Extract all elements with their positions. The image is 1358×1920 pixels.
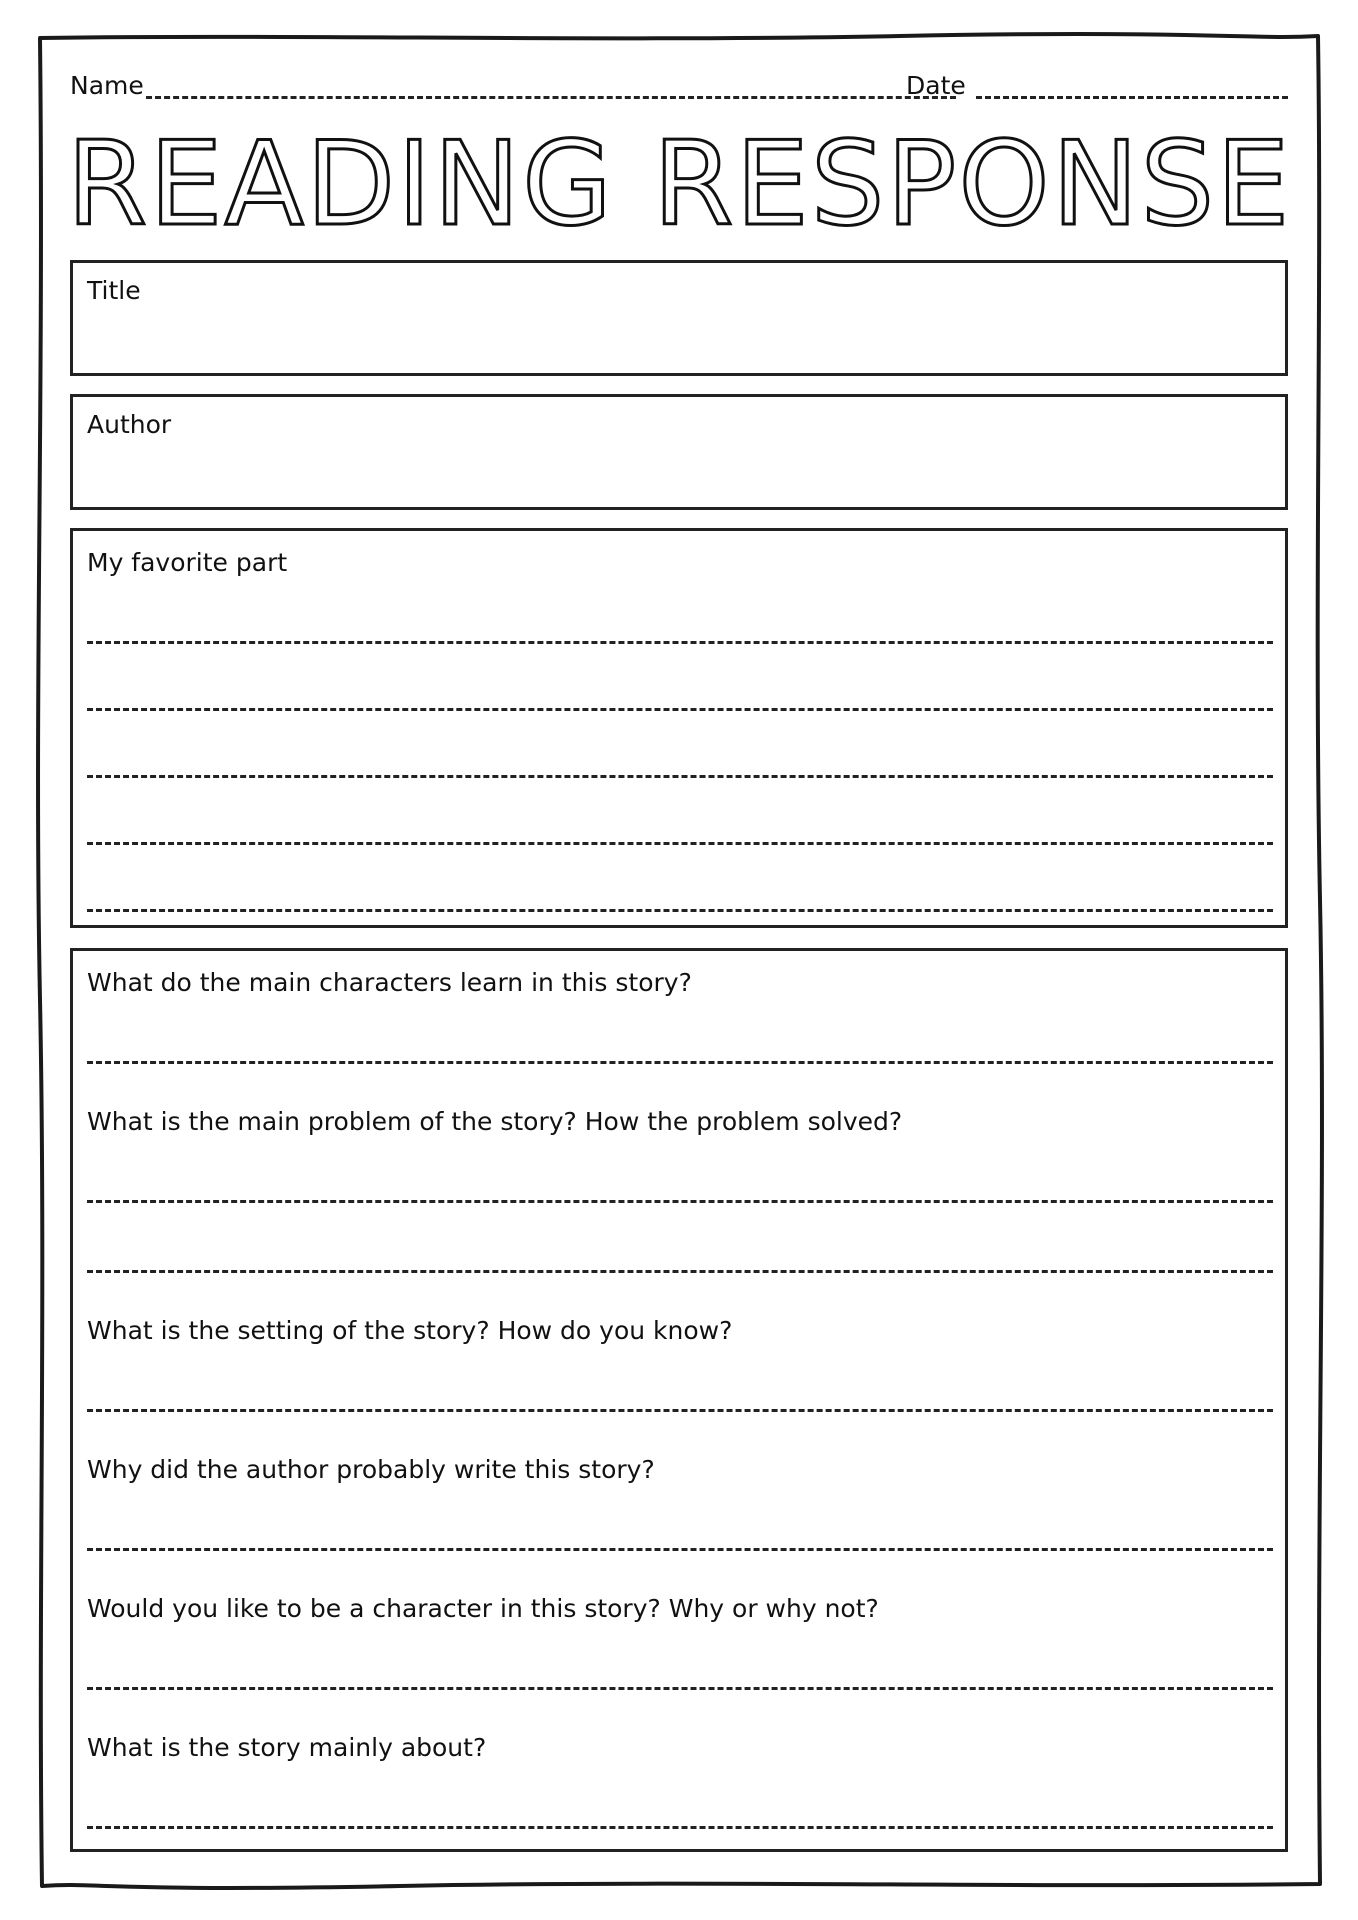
title-box-label: Title <box>87 276 141 305</box>
answer-line[interactable] <box>87 1826 1273 1829</box>
answer-line[interactable] <box>87 1270 1273 1273</box>
question-be-character: Would you like to be a character in this story? Why or why not? <box>87 1594 879 1623</box>
favorite-part-label: My favorite part <box>87 548 288 577</box>
favorite-part-line[interactable] <box>87 775 1273 778</box>
favorite-part-box <box>70 528 1288 928</box>
answer-line[interactable] <box>87 1061 1273 1064</box>
author-box[interactable] <box>70 394 1288 510</box>
page-title: READING RESPONSE <box>66 117 1292 252</box>
answer-line[interactable] <box>87 1548 1273 1551</box>
date-label: Date <box>906 71 966 100</box>
favorite-part-line[interactable] <box>87 909 1273 912</box>
name-input-line[interactable] <box>146 96 956 99</box>
date-input-line[interactable] <box>976 96 1288 99</box>
answer-line[interactable] <box>87 1200 1273 1203</box>
author-box-label: Author <box>87 410 172 439</box>
title-box[interactable] <box>70 260 1288 376</box>
question-author-purpose: Why did the author probably write this story? <box>87 1455 655 1484</box>
question-main-problem: What is the main problem of the story? How the problem solved? <box>87 1107 903 1136</box>
favorite-part-line[interactable] <box>87 708 1273 711</box>
question-characters-learn: What do the main characters learn in this story? <box>87 968 692 997</box>
header-row <box>70 66 1288 106</box>
questions-box <box>70 948 1288 1852</box>
question-setting: What is the setting of the story? How do you know? <box>87 1316 733 1345</box>
favorite-part-line[interactable] <box>87 641 1273 644</box>
answer-line[interactable] <box>87 1687 1273 1690</box>
name-label: Name <box>70 71 144 100</box>
favorite-part-line[interactable] <box>87 842 1273 845</box>
answer-line[interactable] <box>87 1409 1273 1412</box>
question-main-idea: What is the story mainly about? <box>87 1733 487 1762</box>
